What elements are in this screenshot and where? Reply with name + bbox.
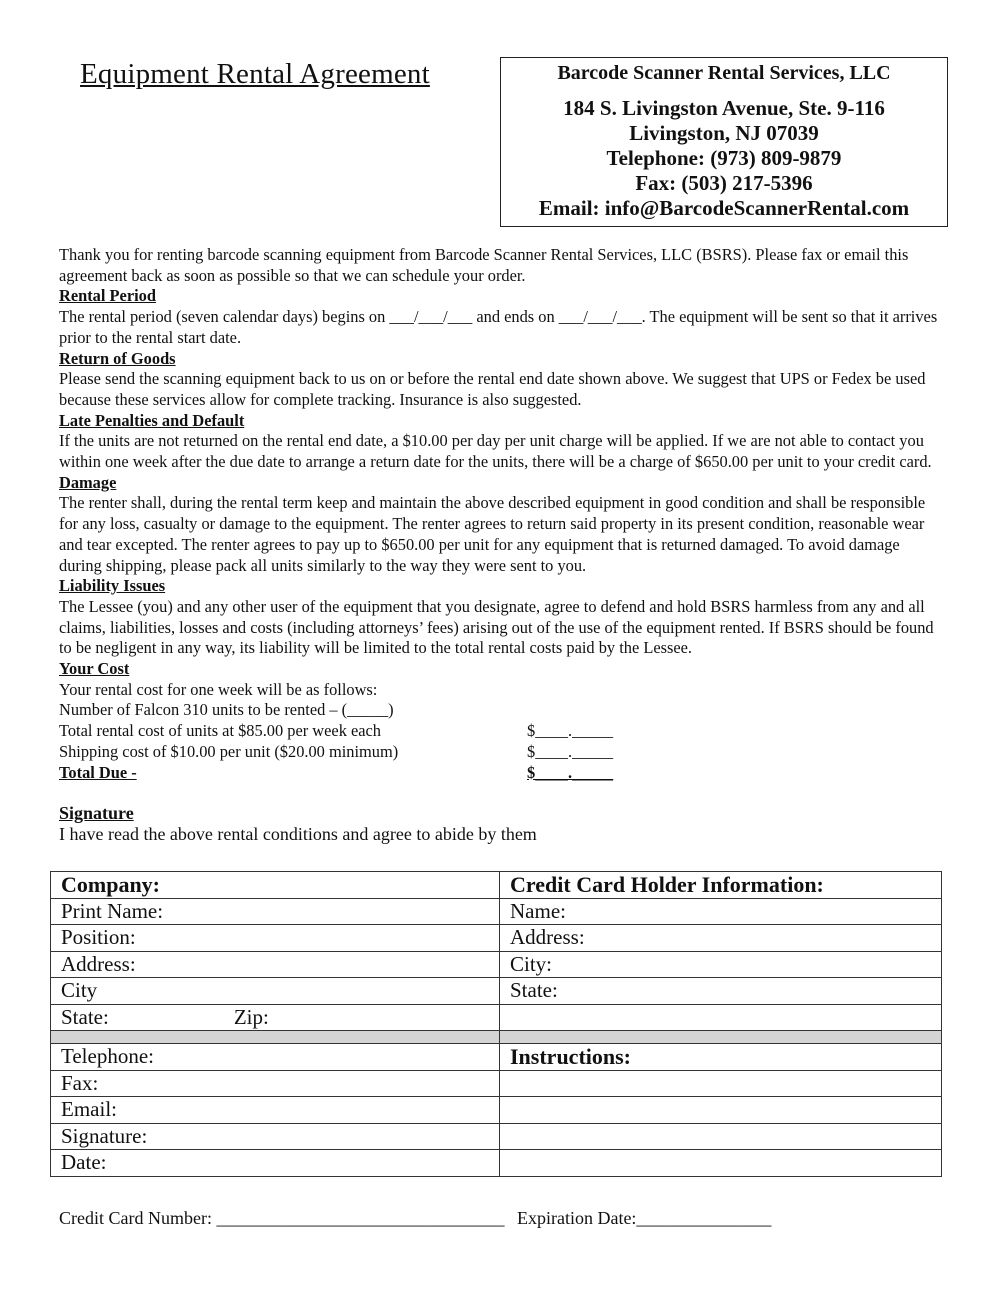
- form-row: [51, 951, 942, 978]
- rental-period-text: The rental period (seven calendar days) begins on ___/___/___ and ends on ___/___/___. The equipment will be sent so that it arrives prior to the rental start date.: [59, 307, 938, 347]
- separator-row: [51, 1031, 942, 1044]
- company-header: Company:: [51, 872, 500, 899]
- city-field[interactable]: City: [51, 978, 500, 1005]
- credit-card-line: [59, 1208, 771, 1229]
- state-label: State:: [61, 1004, 109, 1029]
- company-name: Barcode Scanner Rental Services, LLC: [557, 62, 891, 84]
- form-row: [51, 898, 942, 925]
- return-of-goods-heading: Return of Goods: [59, 348, 176, 368]
- company-fax: Fax: (503) 217-5396: [635, 171, 813, 195]
- late-penalties-text: If the units are not returned on the rental end date, a $10.00 per day per unit charge will be applied. If we are not able to contact you within one week after the due date to arrange a return date for the units, there will be a charge of $650.00 per unit to your credit card.: [59, 431, 932, 472]
- company-telephone: Telephone: (973) 809-9879: [606, 146, 842, 170]
- form-row: [51, 1150, 942, 1177]
- fax-field[interactable]: Fax:: [51, 1070, 500, 1097]
- credit-card-number-field[interactable]: Credit Card Number: ________________________________: [59, 1208, 505, 1228]
- cardholder-header: Credit Card Holder Information:: [500, 872, 942, 899]
- liability-heading: Liability Issues: [59, 576, 166, 596]
- signature-subtext: I have read the above rental conditions and agree to abide by them: [59, 824, 537, 845]
- form-header-row: [51, 872, 942, 899]
- date-field[interactable]: Date:: [51, 1150, 500, 1177]
- rental-cost-label: Total rental cost of units at $85.00 per week each: [59, 721, 382, 741]
- separator-cell: [51, 1031, 500, 1044]
- email-field[interactable]: Email:: [51, 1097, 500, 1124]
- instructions-line[interactable]: [500, 1150, 942, 1177]
- address-field[interactable]: Address:: [51, 951, 500, 978]
- form-row: [51, 1004, 942, 1031]
- blank-field[interactable]: [500, 1004, 942, 1031]
- cc-name-field[interactable]: Name:: [500, 898, 942, 925]
- company-info-box: [500, 57, 948, 227]
- cc-state-field[interactable]: State:: [500, 978, 942, 1005]
- instructions-line[interactable]: [500, 1123, 942, 1150]
- form-row: [51, 978, 942, 1005]
- your-cost-heading: Your Cost: [59, 659, 130, 679]
- company-email: Email: info@BarcodeScannerRental.com: [538, 196, 910, 220]
- expiration-date-field[interactable]: Expiration Date:_______________: [516, 1208, 772, 1228]
- signature-heading: Signature: [59, 803, 134, 824]
- total-due-amount[interactable]: $____._____: [527, 762, 614, 782]
- shipping-cost-label: Shipping cost of $10.00 per unit ($20.00 minimum): [59, 741, 399, 761]
- signature-form-table: [50, 871, 942, 1177]
- your-cost-units-line: Number of Falcon 310 units to be rented – (_____): [59, 700, 394, 720]
- damage-heading: Damage: [59, 472, 117, 492]
- shipping-cost-amount[interactable]: $____._____: [527, 741, 614, 761]
- form-row: [51, 1070, 942, 1097]
- cc-city-field[interactable]: City:: [500, 951, 942, 978]
- agreement-body: [59, 245, 944, 845]
- form-row: [51, 1097, 942, 1124]
- company-address-line2: Livingston, NJ 07039: [629, 121, 819, 145]
- signature-field[interactable]: Signature:: [51, 1123, 500, 1150]
- state-zip-field[interactable]: [51, 1004, 500, 1031]
- return-of-goods-text: Please send the scanning equipment back to us on or before the rental end date shown above. We suggest that UPS or Fedex be used because these services allow for complete tracking. Insurance is also suggested.: [59, 369, 926, 409]
- your-cost-line1: Your rental cost for one week will be as follows:: [59, 679, 378, 699]
- instructions-header: Instructions:: [500, 1044, 942, 1071]
- rental-cost-amount[interactable]: $____._____: [527, 721, 614, 741]
- position-field[interactable]: Position:: [51, 925, 500, 952]
- intro-paragraph: Thank you for renting barcode scanning equipment from Barcode Scanner Rental Services, LLC (BSRS). Please fax or email this agreement back as soon as possible so that we can schedule your order.: [59, 245, 909, 285]
- form-row: [51, 925, 942, 952]
- document-title: Equipment Rental Agreement: [80, 58, 430, 90]
- late-penalties-heading: Late Penalties and Default: [59, 410, 245, 430]
- separator-cell: [500, 1031, 942, 1044]
- zip-label: Zip:: [233, 1004, 269, 1029]
- instructions-line[interactable]: [500, 1097, 942, 1124]
- damage-text: The renter shall, during the rental term keep and maintain the above described equipment in good condition and shall be responsible for any loss, casualty or damage to the equipment. The renter agrees to return said property in its present condition, reasonable wear and tear excepted. The renter agrees to pay up to $650.00 per unit for any equipment that is returned damaged. To avoid damage during shipping, please pack all units similarly to the way they were sent to you.: [59, 493, 926, 575]
- rental-period-heading: Rental Period: [59, 286, 156, 306]
- total-due-row: [59, 763, 944, 784]
- telephone-field[interactable]: Telephone:: [51, 1044, 500, 1071]
- company-address-line1: 184 S. Livingston Avenue, Ste. 9-116: [563, 96, 885, 120]
- form-row: [51, 1044, 942, 1071]
- shipping-cost-row: [59, 742, 944, 763]
- liability-text: The Lessee (you) and any other user of the equipment that you designate, agree to defend and hold BSRS harmless from any and all claims, liabilities, losses and costs (including attorneys’ fees) arising out of the use of the equipment rented. If BSRS should be found to be negligent in any way, its liability will be limited to the total rental costs paid by the Lessee.: [59, 596, 934, 658]
- total-due-label: Total Due -: [59, 762, 137, 782]
- form-row: [51, 1123, 942, 1150]
- cc-address-field[interactable]: Address:: [500, 925, 942, 952]
- instructions-line[interactable]: [500, 1070, 942, 1097]
- rental-cost-row: [59, 721, 944, 742]
- print-name-field[interactable]: Print Name:: [51, 898, 500, 925]
